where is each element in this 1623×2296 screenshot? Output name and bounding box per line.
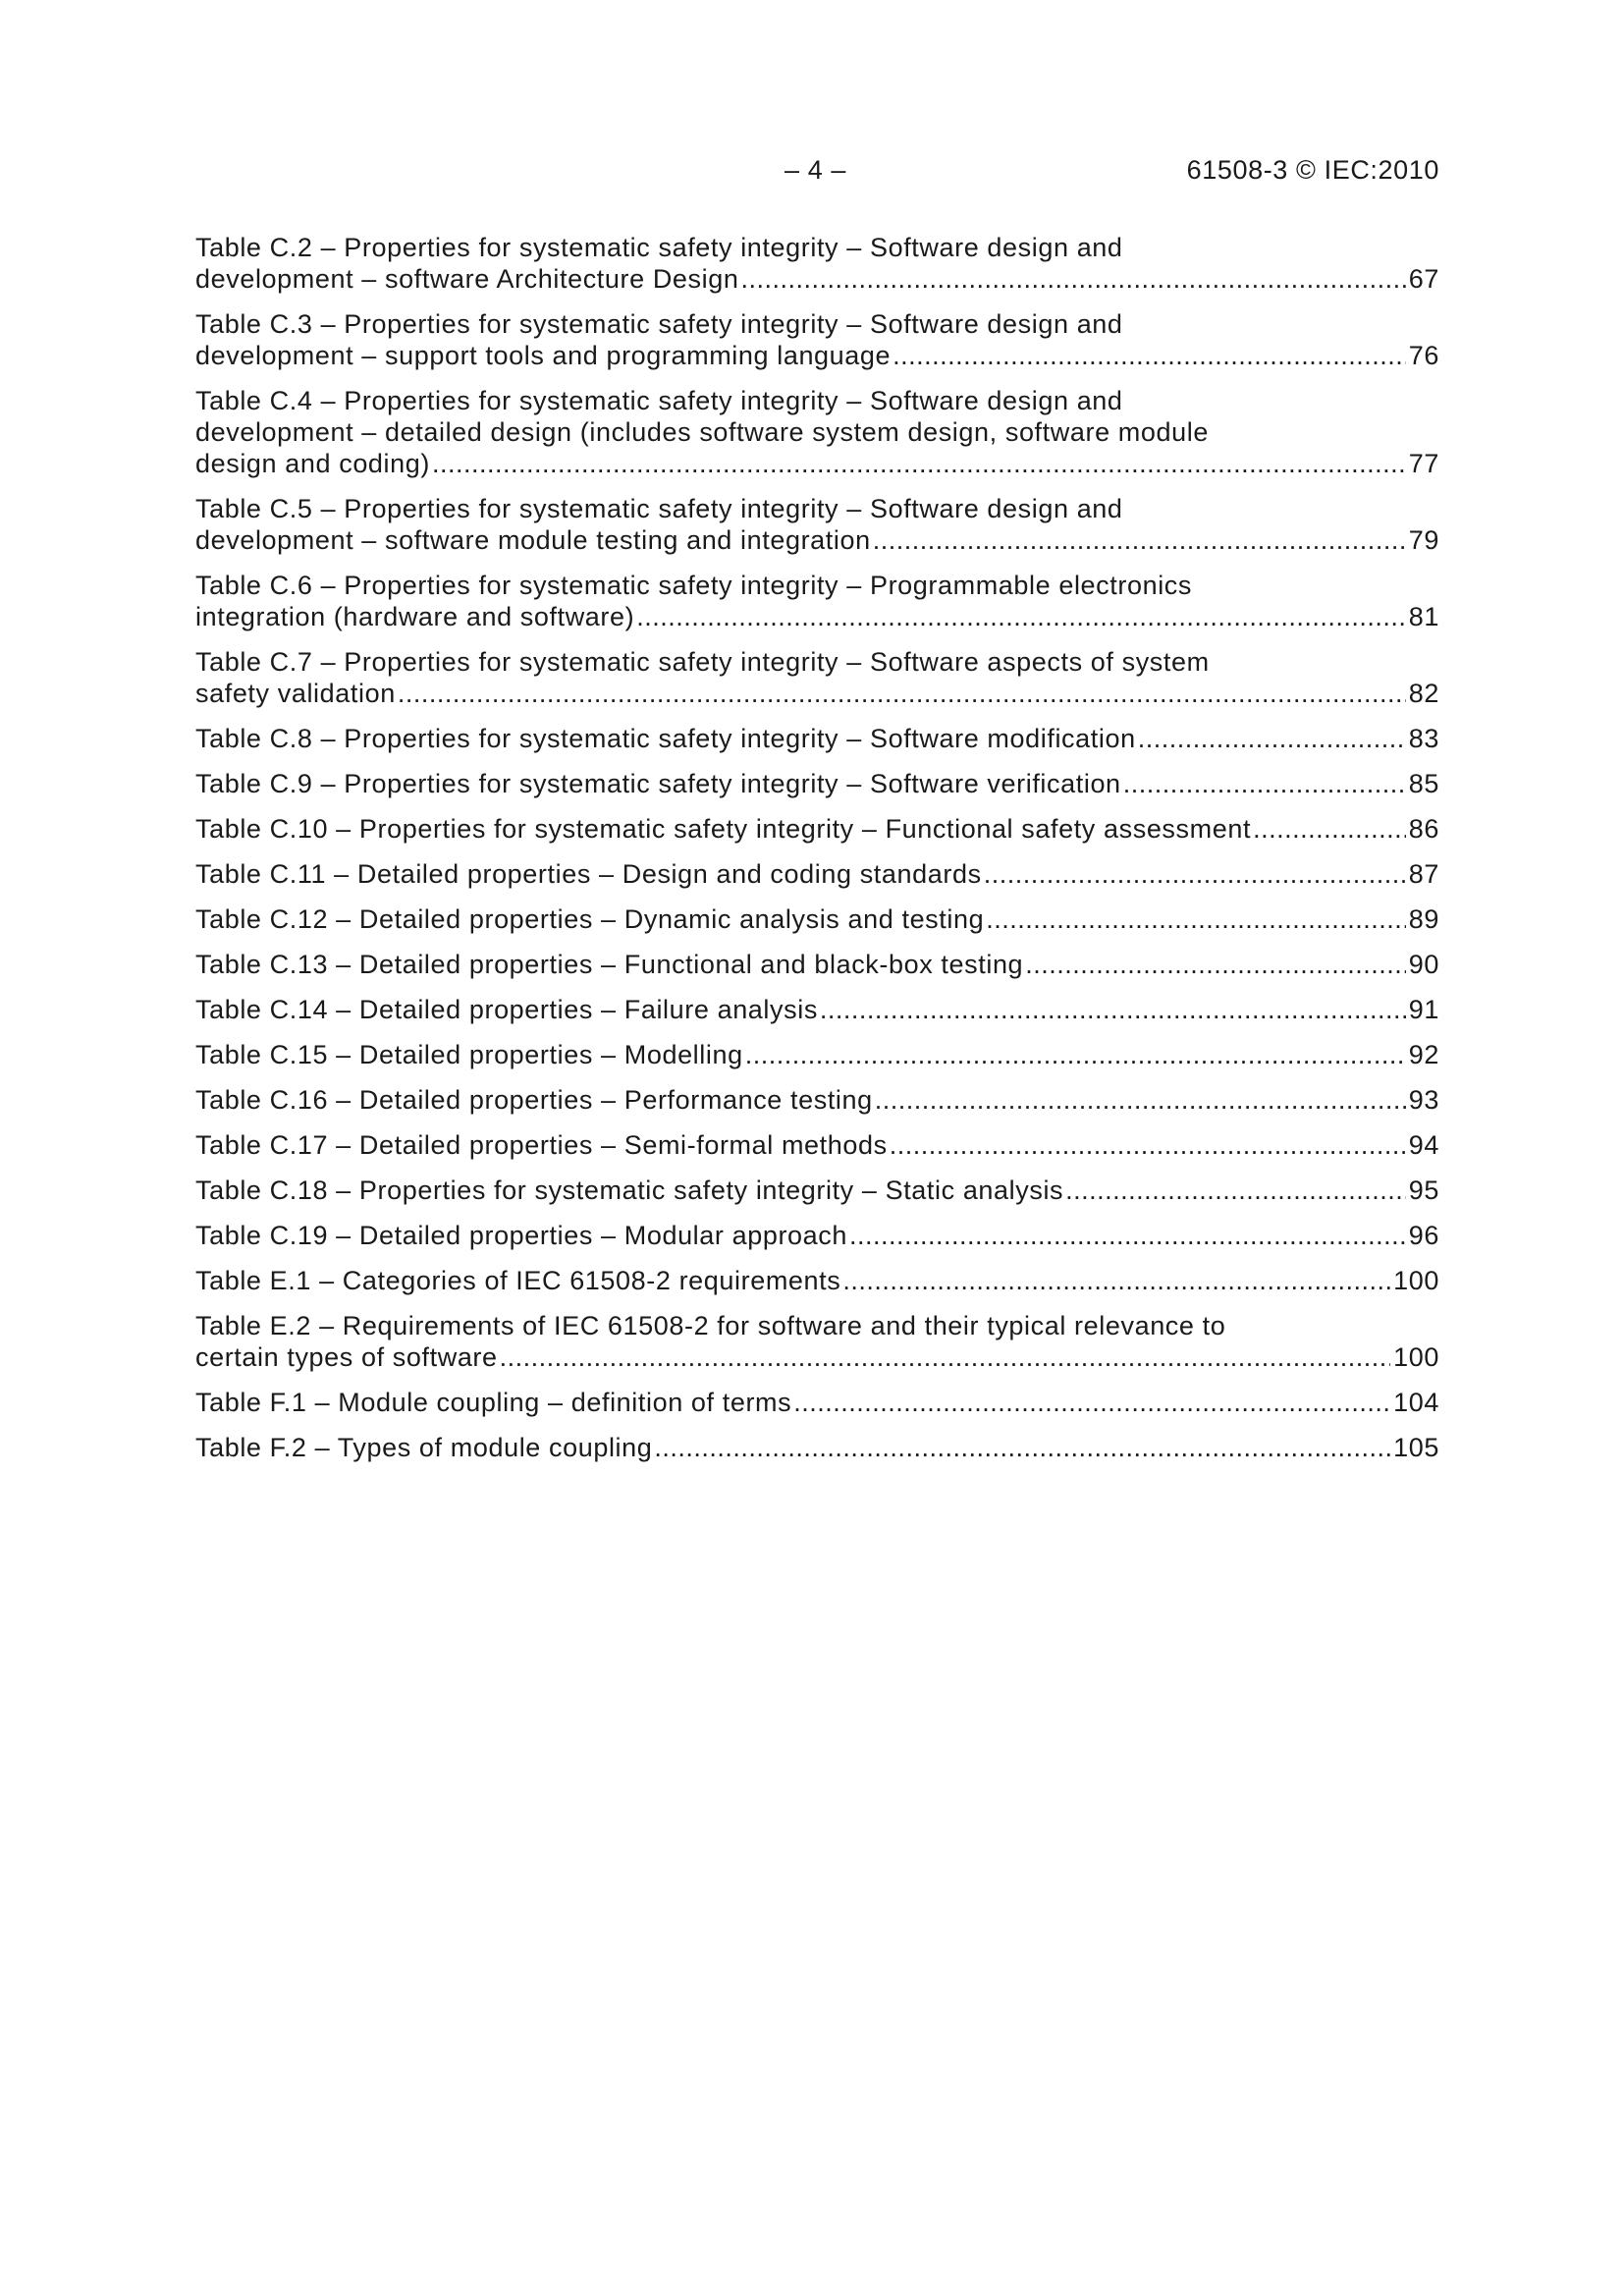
toc-entry-line: development – support tools and programming language [195, 341, 892, 370]
toc-entry-line: Table C.10 – Properties for systematic safety integrity – Functional safety assessment [195, 814, 1252, 844]
toc-entry-line: Table F.2 – Types of module coupling [195, 1433, 653, 1462]
toc-entry-last-line [195, 1432, 1439, 1463]
toc-page-number: 105 [1393, 1433, 1439, 1462]
toc-entry[interactable] [195, 232, 1439, 295]
toc-entry[interactable] [195, 1432, 1439, 1463]
dot-leader [398, 678, 1406, 709]
dot-leader [654, 1432, 1390, 1463]
dot-leader [740, 263, 1405, 295]
toc-entry-line: Table C.14 – Detailed properties – Failure analysis [195, 995, 818, 1024]
document-reference: 61508-3 © IEC:2010 [1186, 155, 1439, 185]
dot-leader [986, 903, 1406, 935]
toc-page-number: 96 [1408, 1221, 1439, 1250]
toc-entry-line: Table C.17 – Detailed properties – Semi-formal methods [195, 1130, 888, 1160]
toc-entry[interactable] [195, 385, 1439, 479]
toc-entry[interactable] [195, 858, 1439, 890]
toc-entry-line: Table C.9 – Properties for systematic safety integrity – Software verification [195, 769, 1121, 798]
dot-leader [1123, 768, 1406, 799]
toc-entry[interactable] [195, 493, 1439, 556]
toc-entry-line: Table C.13 – Detailed properties – Functional and black-box testing [195, 950, 1024, 979]
toc-entry[interactable] [195, 768, 1439, 799]
toc-entry-last-line [195, 994, 1439, 1025]
toc-page-number: 76 [1408, 341, 1439, 370]
dot-leader [1065, 1175, 1406, 1206]
toc-entry-last-line [195, 524, 1439, 556]
dot-leader [745, 1039, 1406, 1070]
toc-entry-last-line [195, 263, 1439, 295]
toc-entry-line: Table C.3 – Properties for systematic safety integrity – Software design and [195, 309, 1123, 339]
toc-entry-line: safety validation [195, 679, 396, 708]
toc-entry-line: Table C.12 – Detailed properties – Dynamic analysis and testing [195, 904, 985, 934]
dot-leader [636, 601, 1406, 632]
toc-entry[interactable] [195, 1129, 1439, 1161]
toc-entry-last-line [195, 903, 1439, 935]
dot-leader [820, 994, 1406, 1025]
toc-page-number: 91 [1408, 995, 1439, 1024]
toc-entry-line: Table C.18 – Properties for systematic safety integrity – Static analysis [195, 1175, 1064, 1205]
toc-page-number: 92 [1408, 1040, 1439, 1069]
toc-entry[interactable] [195, 949, 1439, 980]
toc-entry-last-line [195, 1084, 1439, 1116]
toc-entry-last-line [195, 1341, 1439, 1373]
toc-entry-last-line [195, 723, 1439, 754]
toc-page-number: 83 [1408, 724, 1439, 753]
toc-page-number: 81 [1408, 602, 1439, 631]
toc-entry-line: certain types of software [195, 1342, 498, 1372]
toc-page-number: 100 [1393, 1266, 1439, 1295]
toc-page-number: 95 [1408, 1175, 1439, 1205]
toc-entry-line: Table C.4 – Properties for systematic safety integrity – Software design and [195, 386, 1123, 415]
toc-entry-line: development – detailed design (includes software system design, software module [195, 417, 1209, 447]
toc-entry-last-line [195, 858, 1439, 890]
dot-leader [1253, 813, 1406, 845]
toc-entry-line: Table F.1 – Module coupling – definition of terms [195, 1388, 792, 1417]
toc-entry-last-line [195, 1220, 1439, 1251]
dot-leader [793, 1387, 1390, 1418]
page-number: – 4 – [784, 155, 847, 185]
toc-page-number: 77 [1408, 449, 1439, 478]
toc-entry-line: Table C.7 – Properties for systematic safety integrity – Software aspects of system [195, 647, 1210, 677]
toc-entry-line: Table C.8 – Properties for systematic safety integrity – Software modification [195, 724, 1136, 753]
toc-entry[interactable] [195, 570, 1439, 632]
toc-entry-line: Table C.5 – Properties for systematic safety integrity – Software design and [195, 494, 1123, 523]
toc-page-number: 90 [1408, 950, 1439, 979]
toc-entry-line: Table C.19 – Detailed properties – Modular approach [195, 1221, 847, 1250]
toc-page-number: 67 [1408, 264, 1439, 294]
toc-entry-line: development – software module testing and integration [195, 525, 871, 555]
toc-entry[interactable] [195, 1387, 1439, 1418]
toc-entry[interactable] [195, 1175, 1439, 1206]
toc-entry-last-line [195, 678, 1439, 709]
toc-entry-line: Table E.2 – Requirements of IEC 61508-2 for software and their typical relevance to [195, 1311, 1226, 1340]
toc-entry-line: Table C.16 – Detailed properties – Performance testing [195, 1085, 873, 1115]
toc-page-number: 85 [1408, 769, 1439, 798]
toc-entry-last-line [195, 601, 1439, 632]
toc-page-number: 82 [1408, 679, 1439, 708]
toc-entry-last-line [195, 1387, 1439, 1418]
toc-entry-line: Table C.11 – Detailed properties – Design and coding standards [195, 859, 982, 889]
toc-entry-line: Table C.2 – Properties for systematic safety integrity – Software design and [195, 233, 1123, 262]
dot-leader [842, 1265, 1390, 1296]
toc-page-number: 89 [1408, 904, 1439, 934]
toc-entry[interactable] [195, 994, 1439, 1025]
toc-entry[interactable] [195, 308, 1439, 371]
toc-entry-line: Table C.6 – Properties for systematic safety integrity – Programmable electronics [195, 571, 1192, 600]
toc-entry-last-line [195, 1129, 1439, 1161]
toc-page-number: 100 [1393, 1342, 1439, 1372]
toc-entry[interactable] [195, 1310, 1439, 1373]
dot-leader [500, 1341, 1391, 1373]
toc-entry[interactable] [195, 1220, 1439, 1251]
dot-leader [432, 448, 1406, 479]
toc-page-number: 79 [1408, 525, 1439, 555]
list-of-tables [195, 232, 1439, 1477]
dot-leader [1025, 949, 1406, 980]
toc-entry-line: Table E.1 – Categories of IEC 61508-2 requirements [195, 1266, 841, 1295]
toc-entry-last-line [195, 813, 1439, 845]
toc-entry-line: development – software Architecture Design [195, 264, 739, 294]
toc-entry[interactable] [195, 1039, 1439, 1070]
dot-leader [984, 858, 1406, 890]
toc-entry-last-line [195, 1039, 1439, 1070]
dot-leader [893, 340, 1406, 371]
toc-entry[interactable] [195, 646, 1439, 709]
toc-entry-last-line [195, 1265, 1439, 1296]
toc-entry[interactable] [195, 1265, 1439, 1296]
toc-entry-last-line [195, 340, 1439, 371]
toc-entry-line: integration (hardware and software) [195, 602, 635, 631]
toc-entry-last-line [195, 768, 1439, 799]
dot-leader [873, 524, 1406, 556]
dot-leader [849, 1220, 1406, 1251]
dot-leader [875, 1084, 1406, 1116]
toc-page-number: 93 [1408, 1085, 1439, 1115]
toc-page-number: 94 [1408, 1130, 1439, 1160]
toc-entry-last-line [195, 949, 1439, 980]
toc-page-number: 104 [1393, 1388, 1439, 1417]
page-header [195, 155, 1439, 189]
toc-entry[interactable] [195, 1084, 1439, 1116]
toc-page-number: 87 [1408, 859, 1439, 889]
toc-page-number: 86 [1408, 814, 1439, 844]
toc-entry[interactable] [195, 723, 1439, 754]
toc-entry-line: design and coding) [195, 449, 430, 478]
toc-entry[interactable] [195, 903, 1439, 935]
toc-entry-last-line [195, 1175, 1439, 1206]
dot-leader [890, 1129, 1406, 1161]
toc-entry[interactable] [195, 813, 1439, 845]
toc-entry-last-line [195, 448, 1439, 479]
dot-leader [1138, 723, 1406, 754]
toc-entry-line: Table C.15 – Detailed properties – Modelling [195, 1040, 743, 1069]
